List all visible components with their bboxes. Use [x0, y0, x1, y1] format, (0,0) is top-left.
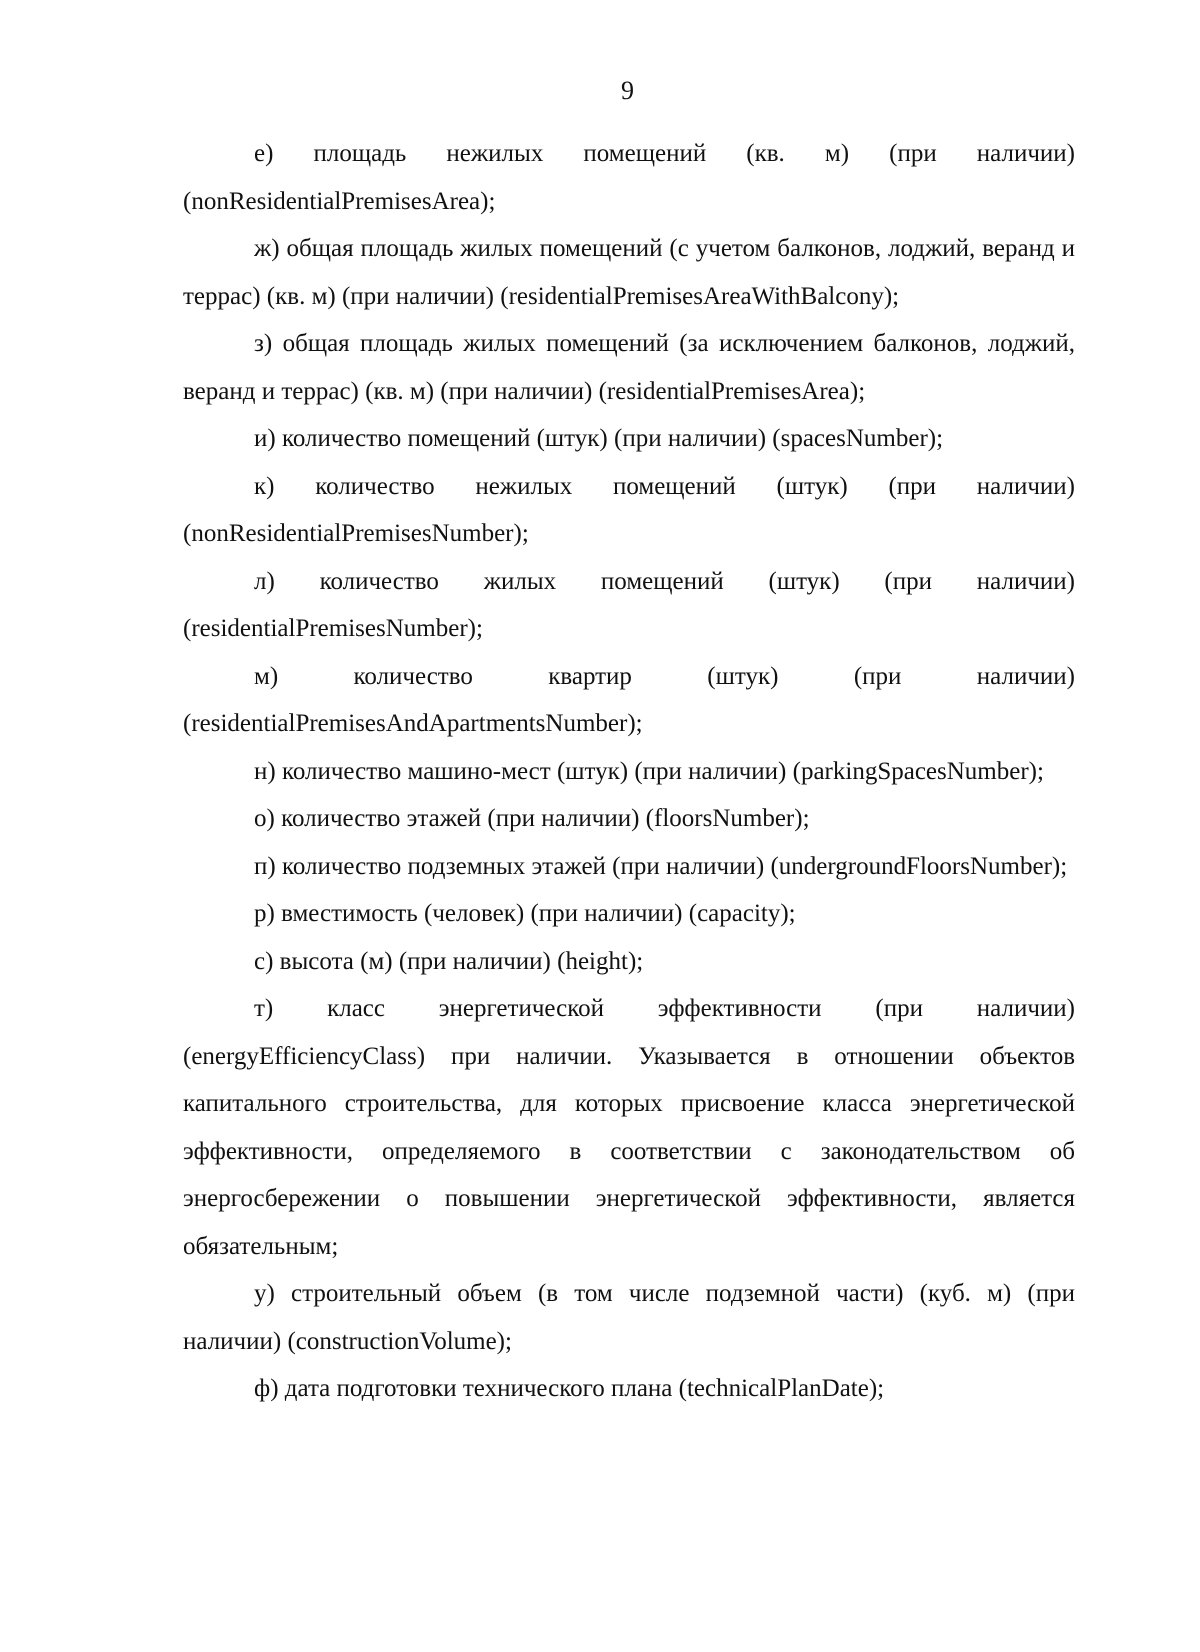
list-item-i: и) количество помещений (штук) (при наличии) (spacesNumber); [254, 425, 944, 452]
list-item-l: л) количество жилых помещений (штук) (при наличии) (residentialPremisesNumber); [183, 567, 1075, 642]
list-item-m: м) количество квартир (штук) (при наличии) (residentialPremisesAndApartmentsNumber); [183, 662, 1075, 737]
list-item-o: о) количество этажей (при наличии) (floorsNumber); [254, 805, 810, 832]
document-body [183, 130, 1075, 1413]
list-item-f: ф) дата подготовки технического плана (technicalPlanDate); [254, 1375, 885, 1402]
list-item-zh: ж) общая площадь жилых помещений (с учетом балконов, лоджий, веранд и террас) (кв. м) (при наличии) (residentialPremisesAreaWithBalcony); [183, 235, 1075, 310]
list-item-n: н) количество машино-мест (штук) (при наличии) (parkingSpacesNumber); [254, 757, 1044, 785]
list-item-z: з) общая площадь жилых помещений (за исключением балконов, лоджий, веранд и террас) (кв. м) (при наличии) (residentialPremisesArea); [183, 330, 1075, 405]
list-item-k: к) количество нежилых помещений (штук) (при наличии) (nonResidentialPremisesNumber); [183, 472, 1075, 547]
list-item-p: п) количество подземных этажей (при наличии) (undergroundFloorsNumber); [254, 852, 1068, 880]
list-item-u: у) строительный объем (в том числе подземной части) (куб. м) (при наличии) (constructionVolume); [183, 1280, 1075, 1355]
page-number: 9 [621, 76, 634, 105]
list-item-e: е) площадь нежилых помещений (кв. м) (при наличии) (nonResidentialPremisesArea); [183, 140, 1075, 215]
list-item-s: с) высота (м) (при наличии) (height); [254, 947, 644, 975]
list-item-r: р) вместимость (человек) (при наличии) (capacity); [254, 900, 796, 927]
list-item-t: т) класс энергетической эффективности (при наличии) (energyEfficiencyClass) при наличии. Указывается в отношении объектов капитального строительства, для которых присвоение класса энергетической эффективности, определяемого в соответствии с законодательством об энергосбережении о повышении энергетической эффективности, является обязательным; [183, 995, 1075, 1260]
